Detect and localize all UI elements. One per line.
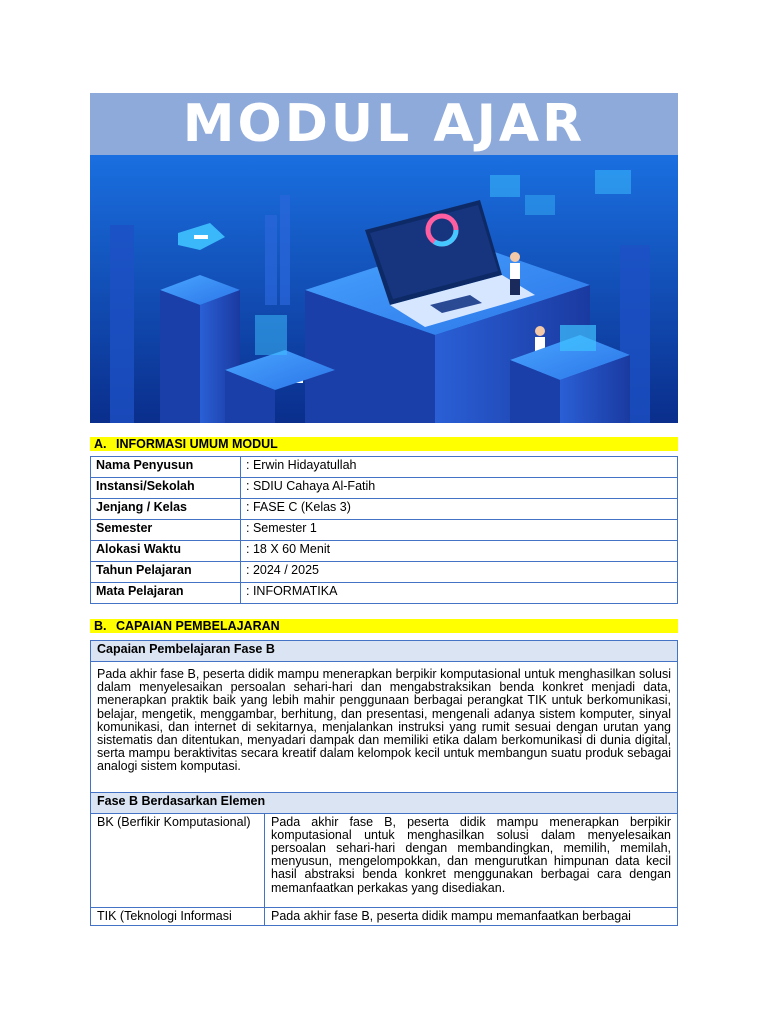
document-title: MODUL AJAR bbox=[182, 94, 586, 154]
section-b-number: B. bbox=[94, 619, 107, 633]
elemen-name: TIK (Teknologi Informasi bbox=[91, 907, 265, 925]
row-label: Tahun Pelajaran bbox=[91, 562, 241, 583]
table-row bbox=[91, 662, 678, 793]
table-row bbox=[91, 520, 678, 541]
table-row bbox=[91, 907, 678, 925]
title-banner bbox=[90, 93, 678, 155]
row-label: Nama Penyusun bbox=[91, 457, 241, 478]
section-b-heading bbox=[90, 619, 678, 633]
table-row bbox=[91, 792, 678, 813]
table-row bbox=[91, 562, 678, 583]
row-label: Semester bbox=[91, 520, 241, 541]
row-value: : 18 X 60 Menit bbox=[241, 541, 678, 562]
table-row bbox=[91, 641, 678, 662]
row-value: : INFORMATIKA bbox=[241, 583, 678, 604]
row-label: Jenjang / Kelas bbox=[91, 499, 241, 520]
section-a-title: INFORMASI UMUM MODUL bbox=[116, 437, 278, 451]
row-value: : Semester 1 bbox=[241, 520, 678, 541]
elemen-desc: Pada akhir fase B, peserta didik mampu menerapkan berpikir komputasional untuk menghasilkan solusi dalam menyelesaikan persoalan sehari-hari dengan membandingkan, memilih, memilah, menyusun, mengelompokkan, dan mengurutkan himpunan data kecil hasil abstraksi benda konkret menggunakan berbagai cara dengan memanfaatkan perkakas yang disediakan. bbox=[265, 813, 678, 907]
row-label: Mata Pelajaran bbox=[91, 583, 241, 604]
section-b-title: CAPAIAN PEMBELAJARAN bbox=[116, 619, 280, 633]
table-row bbox=[91, 499, 678, 520]
cp-heading: Capaian Pembelajaran Fase B bbox=[91, 641, 678, 662]
table-row bbox=[91, 478, 678, 499]
section-a-heading bbox=[90, 437, 678, 451]
row-value: : Erwin Hidayatullah bbox=[241, 457, 678, 478]
elemen-name: BK (Berfikir Komputasional) bbox=[91, 813, 265, 907]
cp-table bbox=[90, 640, 678, 926]
row-label: Instansi/Sekolah bbox=[91, 478, 241, 499]
section-a-number: A. bbox=[94, 437, 107, 451]
elemen-desc: Pada akhir fase B, peserta didik mampu memanfaatkan berbagai bbox=[265, 907, 678, 925]
table-row bbox=[91, 813, 678, 907]
cp-paragraph: Pada akhir fase B, peserta didik mampu menerapkan berpikir komputasional untuk menghasilkan solusi dalam menyelesaikan persoalan sehari-hari dan mengabstraksikan benda konkret menjadi data, menerapkan praktik baik yang lebih mahir penggunaan berbagai perangkat TIK untuk berkomunikasi, belajar, mengetik, menggambar, berhitung, dan presentasi, mengenali adanya sistem komputer, sinyal komunikasi, dan internet di sekitarnya, menjalankan instruksi yang rumit sesuai dengan urutan yang sistematis dan ditentukan, menyadari dampak dan memiliki etika dalam berkomunikasi di dunia digital, serta mampu beraktivitas secara kreatif dalam kelompok kecil untuk membangun suatu produk sebagai analogi sistem komputasi. bbox=[91, 662, 678, 793]
table-row bbox=[91, 457, 678, 478]
row-label: Alokasi Waktu bbox=[91, 541, 241, 562]
row-value: : 2024 / 2025 bbox=[241, 562, 678, 583]
row-value: : FASE C (Kelas 3) bbox=[241, 499, 678, 520]
info-table bbox=[90, 456, 678, 604]
row-value: : SDIU Cahaya Al-Fatih bbox=[241, 478, 678, 499]
table-row bbox=[91, 583, 678, 604]
elemen-heading: Fase B Berdasarkan Elemen bbox=[91, 792, 678, 813]
hero-illustration bbox=[90, 155, 678, 423]
table-row bbox=[91, 541, 678, 562]
